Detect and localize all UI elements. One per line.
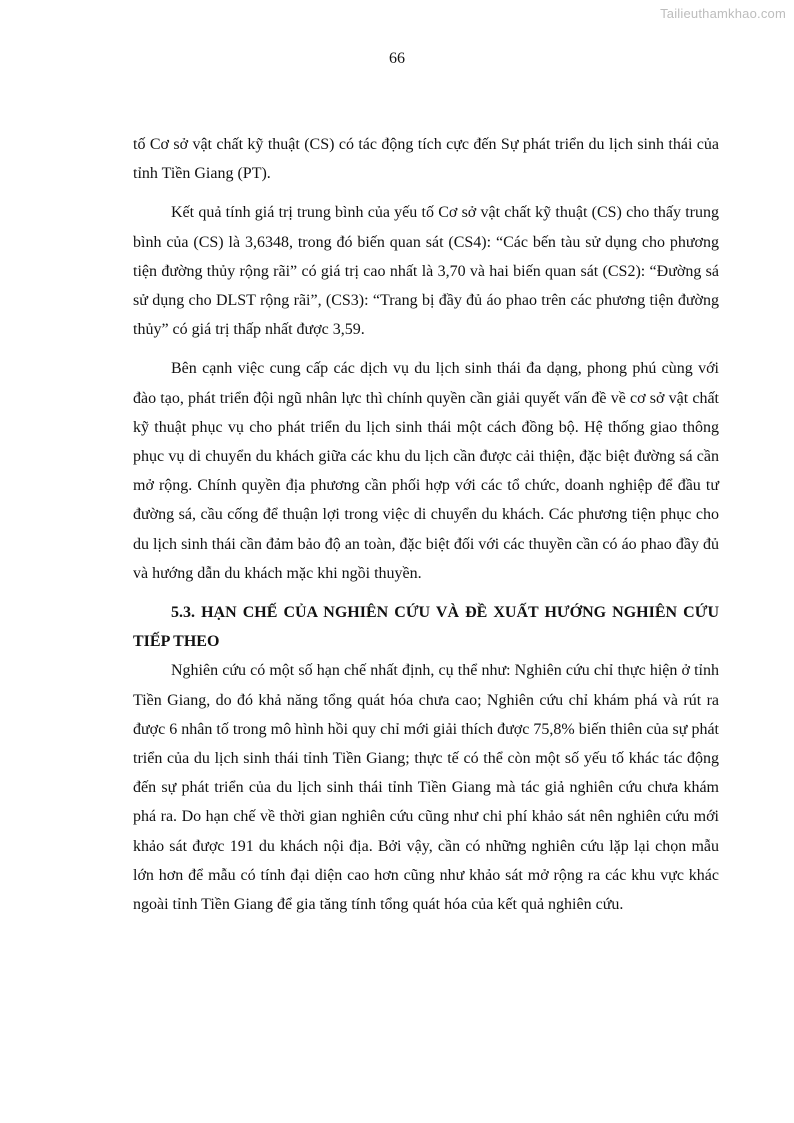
paragraph-continuation: tố Cơ sở vật chất kỹ thuật (CS) có tác động tích cực đến Sự phát triển du lịch sinh thái của tỉnh Tiền Giang (PT). (133, 136, 719, 183)
section-heading: 5.3. HẠN CHẾ CỦA NGHIÊN CỨU VÀ ĐỀ XUẤT HƯỚNG NGHIÊN CỨU TIẾP THEO (133, 604, 719, 651)
paragraph-mean-results: Kết quả tính giá trị trung bình của yếu tố Cơ sở vật chất kỹ thuật (CS) cho thấy trung bình của (CS) là 3,6348, trong đó biến quan sát (CS4): “Các bến tàu sử dụng cho phương tiện đường thủy rộng rãi” có giá trị cao nhất là 3,70 và hai biến quan sát (CS2): “Đường sá sử dụng cho DLST rộng rãi”, (CS3): “Trang bị đầy đủ áo phao trên các phương tiện đường thủy” có giá trị thấp nhất được 3,59. (133, 204, 719, 339)
watermark-text: Tailieuthamkhao.com (660, 6, 786, 21)
page-number: 66 (389, 50, 405, 67)
paragraph-infrastructure: Bên cạnh việc cung cấp các dịch vụ du lịch sinh thái đa dạng, phong phú cùng với đào tạo, phát triển đội ngũ nhân lực thì chính quyền cần giải quyết vấn đề về cơ sở vật chất kỹ thuật phục vụ cho phát triển du lịch sinh thái một cách đồng bộ. Hệ thống giao thông phục vụ di chuyển du khách giữa các khu du lịch cần được cải thiện, đặc biệt đường sá cần mở rộng. Chính quyền địa phương cần phối hợp với các tổ chức, doanh nghiệp để đầu tư đường sá, cầu cống để thuận lợi trong việc di chuyển du khách. Các phương tiện phục cho du lịch sinh thái cần đảm bảo độ an toàn, đặc biệt đối với các thuyền cần có áo phao đầy đủ và hướng dẫn du khách mặc khi ngồi thuyền. (133, 360, 719, 582)
paragraph-limitations: Nghiên cứu có một số hạn chế nhất định, cụ thể như: Nghiên cứu chỉ thực hiện ở tỉnh Tiền Giang, do đó khả năng tổng quát hóa chưa cao; Nghiên cứu chỉ khám phá và rút ra được 6 nhân tố trong mô hình hồi quy chỉ mới giải thích được 75,8% biến thiên của sự phát triển của du lịch sinh thái tỉnh Tiền Giang; thực tế có thể còn một số yếu tố khác tác động đến sự phát triển của du lịch sinh thái tỉnh Tiền Giang mà tác giả nghiên cứu chưa khám phá ra. Do hạn chế về thời gian nghiên cứu cũng như chi phí khảo sát nên nghiên cứu mới khảo sát được 191 du khách nội địa. Bởi vậy, cần có những nghiên cứu lặp lại chọn mẫu lớn hơn để mẫu có tính đại diện cao hơn cũng như khảo sát mở rộng ra các khu vực khác ngoài tỉnh Tiền Giang để gia tăng tính tổng quát hóa của kết quả nghiên cứu. (133, 662, 719, 914)
document-body (133, 130, 719, 929)
